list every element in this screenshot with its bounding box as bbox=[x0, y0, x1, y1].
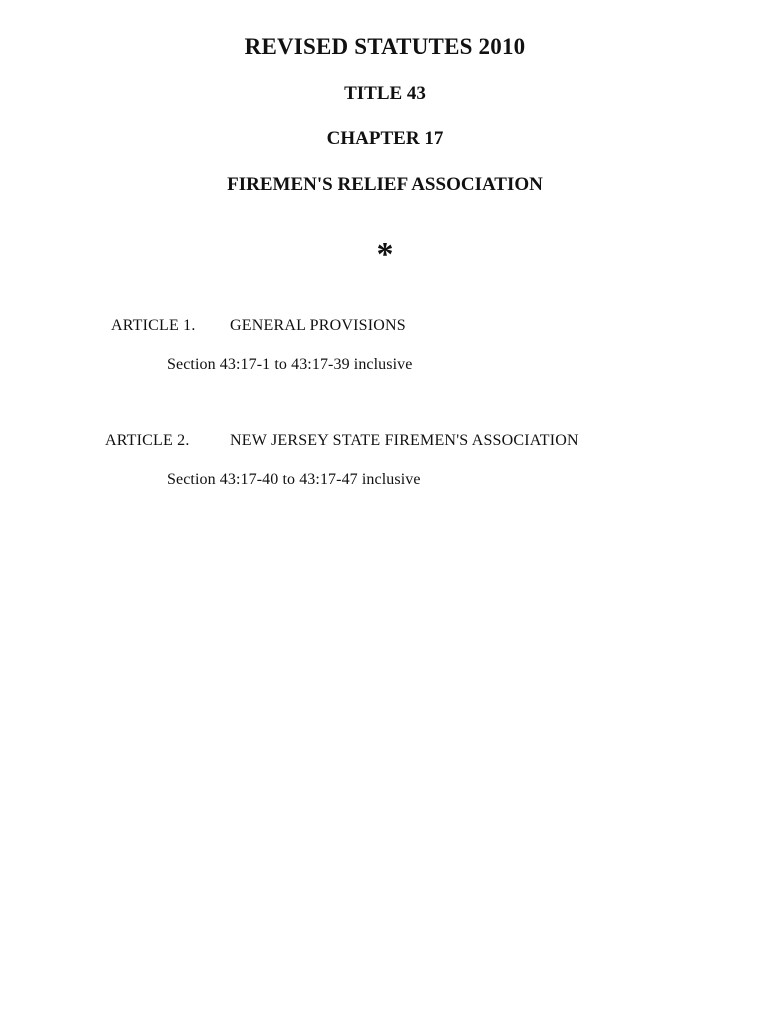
subject-line: FIREMEN'S RELIEF ASSOCIATION bbox=[227, 174, 543, 195]
article-number: ARTICLE 2. bbox=[105, 432, 190, 449]
article-name: NEW JERSEY STATE FIREMEN'S ASSOCIATION bbox=[230, 432, 579, 449]
article-section-range: Section 43:17-1 to 43:17-39 inclusive bbox=[167, 356, 413, 373]
chapter-line: CHAPTER 17 bbox=[326, 128, 444, 149]
article-section-range: Section 43:17-40 to 43:17-47 inclusive bbox=[167, 471, 421, 488]
title-line: TITLE 43 bbox=[344, 83, 426, 104]
article-number: ARTICLE 1. bbox=[111, 317, 196, 334]
article-name: GENERAL PROVISIONS bbox=[230, 317, 406, 334]
main-title: REVISED STATUTES 2010 bbox=[244, 34, 526, 59]
asterisk-separator: * bbox=[376, 236, 394, 273]
